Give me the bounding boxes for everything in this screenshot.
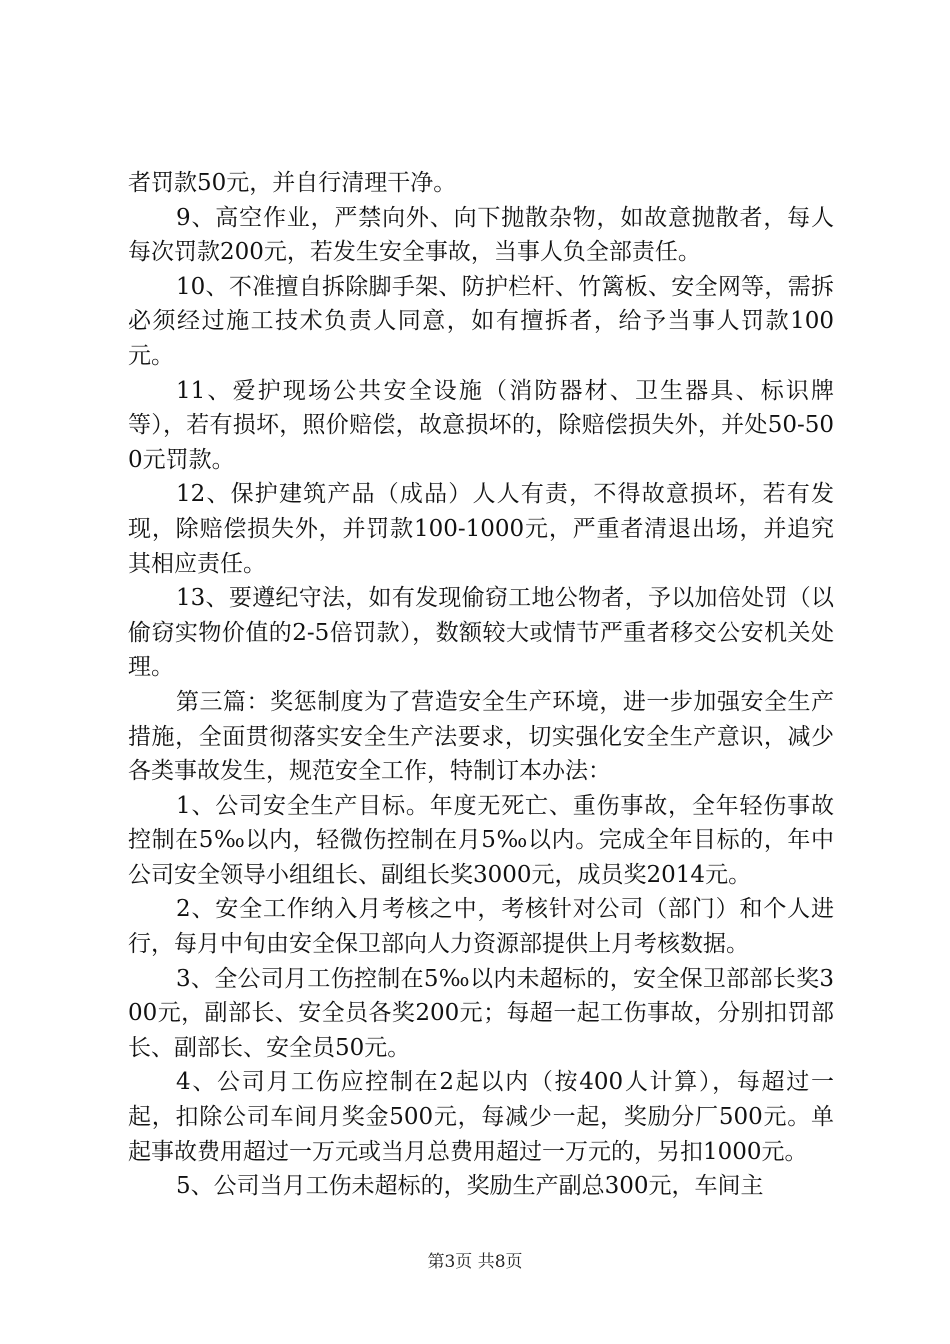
paragraph-rule-5: 5、公司当月工伤未超标的，奖励生产副总300元，车间主 bbox=[176, 1173, 764, 1200]
paragraph-item-11: 11、爱护现场公共安全设施（消防器材、卫生器具、标识牌等），若有损坏，照价赔偿，故意损坏的，除赔偿损失外，并处50-500元罚款。 bbox=[128, 377, 834, 473]
paragraph-rule-1: 1、公司安全生产目标。年度无死亡、重伤事故，全年轻伤事故控制在5‰以内，轻微伤控制在月5‰以内。完成全年目标的，年中公司安全领导小组组长、副组长奖3000元，成员奖2014元。 bbox=[128, 792, 834, 888]
paragraph-rule-2: 2、安全工作纳入月考核之中，考核针对公司（部门）和个人进行，每月中旬由安全保卫部向人力资源部提供上月考核数据。 bbox=[128, 896, 834, 958]
page-number-footer: 第3页 共8页 bbox=[427, 1252, 523, 1272]
paragraph-continuation: 者罚款50元，并自行清理干净。 bbox=[128, 170, 457, 196]
paragraph-section-three: 第三篇：奖惩制度为了营造安全生产环境，进一步加强安全生产措施，全面贯彻落实安全生产法要求，切实强化安全生产意识，减少各类事故发生，规范安全工作，特制订本办法： bbox=[128, 688, 834, 785]
paragraph-item-13: 13、要遵纪守法，如有发现偷窃工地公物者，予以加倍处罚（以偷窃实物价值的2-5倍罚款），数额较大或情节严重者移交公安机关处理。 bbox=[128, 585, 834, 681]
paragraph-item-10: 10、不准擅自拆除脚手架、防护栏杆、竹篱板、安全网等，需拆必须经过施工技术负责人同意，如有擅拆者，给予当事人罚款100元。 bbox=[128, 273, 834, 369]
paragraph-rule-4: 4、公司月工伤应控制在2起以内（按400人计算），每超过一起，扣除公司车间月奖金500元，每减少一起，奖励分厂500元。单起事故费用超过一万元或当月总费用超过一万元的，另扣1000元。 bbox=[128, 1069, 834, 1165]
paragraph-item-12: 12、保护建筑产品（成品）人人有责，不得故意损坏，若有发现，除赔偿损失外，并罚款100-1000元，严重者清退出场，并追究其相应责任。 bbox=[128, 481, 834, 577]
paragraph-rule-3: 3、全公司月工伤控制在5‰以内未超标的，安全保卫部部长奖300元，副部长、安全员各奖200元；每超一起工伤事故，分别扣罚部长、副部长、安全员50元。 bbox=[128, 965, 834, 1061]
document-body bbox=[128, 166, 834, 1204]
paragraph-item-9: 9、高空作业，严禁向外、向下抛散杂物，如故意抛散者，每人每次罚款200元，若发生安全事故，当事人负全部责任。 bbox=[128, 204, 834, 266]
